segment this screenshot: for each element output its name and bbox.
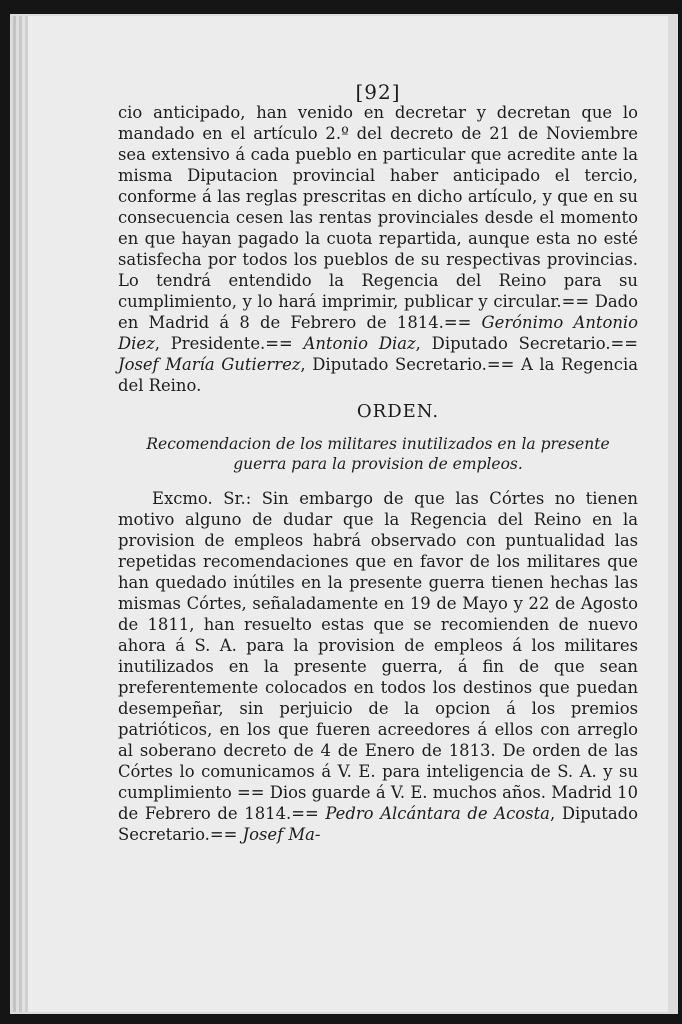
signer-title: , Diputado Secretario. [300,355,487,374]
signer-name: Antonio Diaz [292,334,416,353]
separator: == [443,313,472,332]
order-text: Excmo. Sr.: Sin embargo de que las Córtes no tienen motivo alguno de dudar que la Regencia del Reino en la provision de empleos habrá observado con puntualidad las repetidas recomendaciones que en favor de los militares que han quedado inútiles en la presente guerra tienen hechas las mismas Córtes, señaladamente en 19 de Mayo y 22 de Agosto de 1811, han resuelto estas que se recomienden de nuevo ahora á S. A. para la provision de empleos á los militares inutilizados en la presente guerra, á fin de que sean preferentemente colocados en todos los destinos que puedan desempeñar, sin perjuicio de la opcion á los premios patrióticos, en los que fueren acreedores á ellos con arreglo al soberano decreto de 4 de Enero de 1813. De orden de las Córtes lo comunicamos á V. E. para inteligencia de S. A. y su cumplimiento [118,489,638,802]
separator: == [291,804,319,823]
signer-title: , Presidente. [154,334,266,353]
paragraph-decree [118,102,638,396]
paragraph-order [118,488,638,845]
separator: == [265,334,293,353]
separator: == [486,355,515,374]
signer-name: Pedro Alcántara de Acosta [318,804,550,823]
signer-name: Josef Ma- [237,825,321,844]
section-heading: ORDEN. [356,401,440,422]
separator: == [610,334,638,353]
signer-name: Josef María Gutierrez [118,355,301,374]
decree-date: Dado en Madrid á 8 de Febrero de 1814. [118,292,638,332]
separator: == [209,825,238,844]
signer-title: , Diputado Secretario. [415,334,611,353]
page-number: [92] [355,80,401,104]
signer-name: Gerónimo Antonio Diez [118,313,638,353]
decree-text: cio anticipado, han venido en decretar y decretan que lo mandado en el artículo 2.º del decreto de 21 de Noviembre sea extensivo á cada pueblo en particular que acredite ante la misma Diputacion provincial haber anticipado el tercio, conforme á las reglas prescritas en dicho artículo, y que en su consecuencia cesen las rentas provinciales desde el momento en que hayan pagado la cuota repartida, aunque esta no esté satisfecha por todos los pueblos de su respectivas provincias. Lo tendrá entendido la Regencia del Reino para su cumplimiento, y lo hará imprimir, publicar y circular. [118,103,638,311]
separator: == [561,292,590,311]
recipient: A la Regencia del Reino. [118,355,639,395]
order-closing: Dios guarde á V. E. muchos años. Madrid 10 de Febrero de 1814. [118,783,638,823]
page-edges [12,18,28,1008]
separator: == [237,783,265,802]
signer-title: , Diputado Secretario. [118,804,638,844]
section-subject: Recomendacion de los militares inutilizados en la presente guerra para la provision de empleos. [146,435,610,473]
page-content [118,80,638,845]
